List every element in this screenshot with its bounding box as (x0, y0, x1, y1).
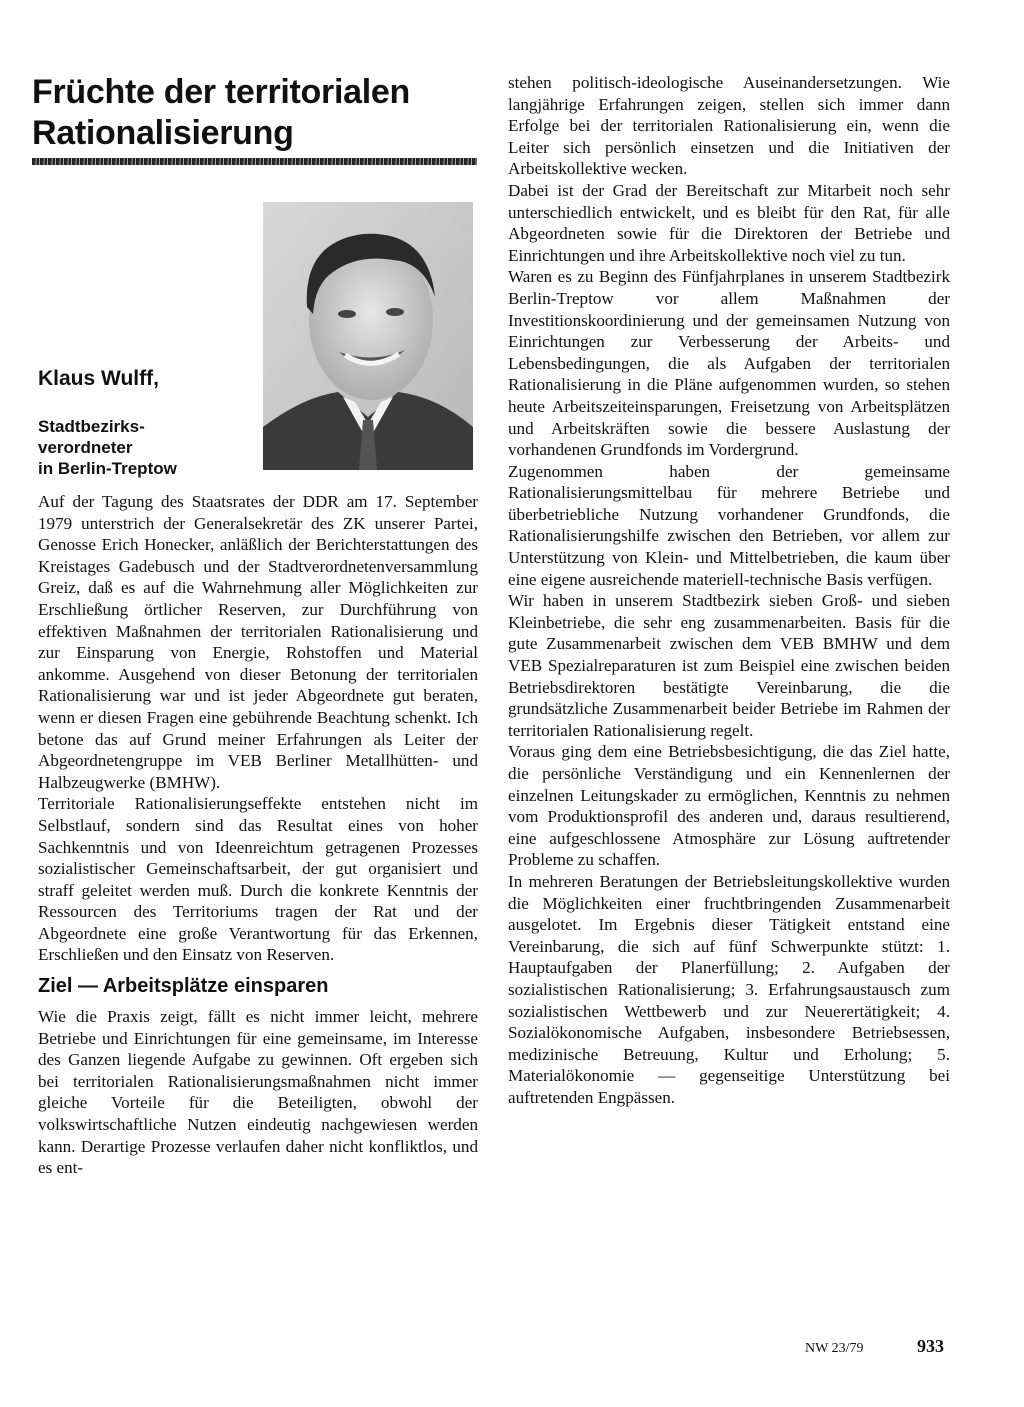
issue-label: NW 23/79 (805, 1341, 864, 1356)
page-number: 933 (917, 1336, 944, 1356)
author-photo (263, 202, 473, 470)
author-portrait-image (263, 202, 473, 470)
left-column (38, 491, 478, 1179)
body-paragraph: Wie die Praxis zeigt, fällt es nicht immer leicht, mehrere Betriebe und Einrichtungen für eine gemeinsame, im Interesse des Ganzen liegende Aufgabe zu gewinnen. Oft ergeben sich bei territorialen Rationalisierungsmaßnahmen nicht immer gleiche Vorteile für die Beteiligten, obwohl der volkswirtschaftliche Nutzen eindeutig nachgewiesen werden kann. Derartige Prozesse verlaufen daher nicht konfliktlos, und es ent- (38, 1007, 478, 1178)
article-title-line-2: Rationalisierung (32, 114, 294, 152)
body-paragraph: Dabei ist der Grad der Bereitschaft zur Mitarbeit noch sehr unterschiedlich entwickelt, und es bleibt für den Rat, für alle Abgeordneten sowie für die Direktoren der Betriebe und Einrichtungen und ihre Arbeitskollektive noch viel zu tun. (508, 180, 950, 265)
right-column (508, 72, 950, 1109)
article-title (32, 72, 492, 154)
body-paragraph: Territoriale Rationalisierungseffekte entstehen nicht im Selbstlauf, sondern sind das Resultat eines von hoher Sachkenntnis und von Ideenreichtum getragenen Prozesses sozialistischer Gemeinschaftsarbeit, der gut organisiert und straff geleitet werden muß. Durch die konkrete Kenntnis der Ressourcen des Territoriums tragen der Rat und der Abgeordnete eine große Verantwortung für das Erkennen, Erschließen und den Einsatz von Reserven. (38, 794, 478, 965)
author-role-line-3: in Berlin-Treptow (38, 459, 177, 478)
author-name: Klaus Wulff, (38, 367, 159, 390)
body-paragraph: In mehreren Beratungen der Betriebsleitungskollektive wurden die Möglichkeiten einer fruchtbringenden Zusammenarbeit ausgelotet. Im Ergebnis dieser Tätigkeit entstand eine Vereinbarung, die sich auf fünf Schwerpunkte stützt: 1. Hauptaufgaben der Planerfüllung; 2. Aufgaben der sozialistischen Rationalisierung; 3. Erfahrungsaustausch zum sozialistischen Wettbewerb und zur Neuerertätigkeit; 4. Sozialökonomische Aufgaben, insbesondere Betriebsessen, medizinische Betreuung, Kultur und Erholung; 5. Materialökonomie — gegenseitige Unterstützung bei auftretenden Engpässen. (508, 871, 950, 1107)
author-role-line-2: verordneter (38, 438, 133, 457)
body-paragraph: stehen politisch-ideologische Auseinandersetzungen. Wie langjährige Erfahrungen zeigen, stellen sich immer dann Erfolge bei der territorialen Rationalisierung ein, wenn die Leiter sich persönlich einsetzen und die Initiativen der Arbeitskollektive wecken. (508, 73, 950, 179)
author-role (38, 416, 258, 479)
section-heading: Ziel — Arbeitsplätze einsparen (38, 975, 329, 998)
author-role-line-1: Stadtbezirks- (38, 417, 145, 436)
body-paragraph: Voraus ging dem eine Betriebsbesichtigung, die das Ziel hatte, die persönliche Verständigung und ein Kennenlernen der einzelnen Leitungskader zu ermöglichen, Kenntnis zu nehmen vom Produktionsprofil des anderen und, daraus resultierend, eine aufgeschlossene Atmosphäre zur Lösung auftretender Probleme zu schaffen. (508, 742, 950, 870)
body-paragraph: Zugenommen haben der gemeinsame Rationalisierungsmittelbau für mehrere Betriebe und überbetriebliche Nutzung vorhandener Grundfonds, die Rationalisierungshilfe zwischen den Betrieben, vor allem zur Unterstützung von Klein- und Mittelbetrieben, die kaum über eine eigene ausreichende materiell-technische Basis verfügen. (508, 461, 950, 589)
title-rule (32, 158, 477, 165)
body-paragraph: Waren es zu Beginn des Fünfjahrplanes in unserem Stadtbezirk Berlin-Treptow vor allem Maßnahmen der Investitionskoordinierung und der gemeinsamen Nutzung von Einrichtungen zur Verbesserung der Arbeits- und Lebensbedingungen, die als Aufgaben der territorialen Rationalisierung in die Pläne aufgenommen wurden, so stehen heute Arbeitszeiteinsparungen, Freisetzung von Arbeitsplätzen und Arbeitskräften sowie die bessere Auslastung der vorhandenen Grundfonds im Vordergrund. (508, 267, 950, 460)
article-title-line-1: Früchte der territorialen (32, 73, 410, 111)
body-paragraph: Wir haben in unserem Stadtbezirk sieben Groß- und sieben Kleinbetriebe, die sehr eng zusammenarbeiten. Basis für die gute Zusammenarbeit zwischen dem VEB BMHW und dem VEB Spezialreparaturen ist zum Beispiel eine zwischen beiden Betriebsdirektoren bestätigte Vereinbarung, die die grundsätzliche Zusammenarbeit beider Betriebe im Rahmen der territorialen Rationalisierung regelt. (508, 591, 950, 740)
body-paragraph: Auf der Tagung des Staatsrates der DDR am 17. September 1979 unterstrich der Generalsekretär des ZK unserer Partei, Genosse Erich Honecker, anläßlich der Berichterstattungen des Kreistages Gadebusch und der Stadtverordnetenversammlung Greiz, daß es auf die Wahrnehmung aller Möglichkeiten zur Erschließung örtlicher Reserven, zur Durchführung von effektiven Maßnahmen der territorialen Rationalisierung und zur Einsparung von Energie, Rohstoffen und Material ankomme. Ausgehend von dieser Betonung der territorialen Rationalisierung war und ist jeder Abgeordnete gut beraten, wenn er diesen Fragen eine gebührende Beachtung schenkt. Ich betone das auf Grund meiner Erfahrungen als Leiter der Abgeordnetengruppe im VEB Berliner Metallhütten- und Halbzeugwerke (BMHW). (38, 492, 478, 792)
